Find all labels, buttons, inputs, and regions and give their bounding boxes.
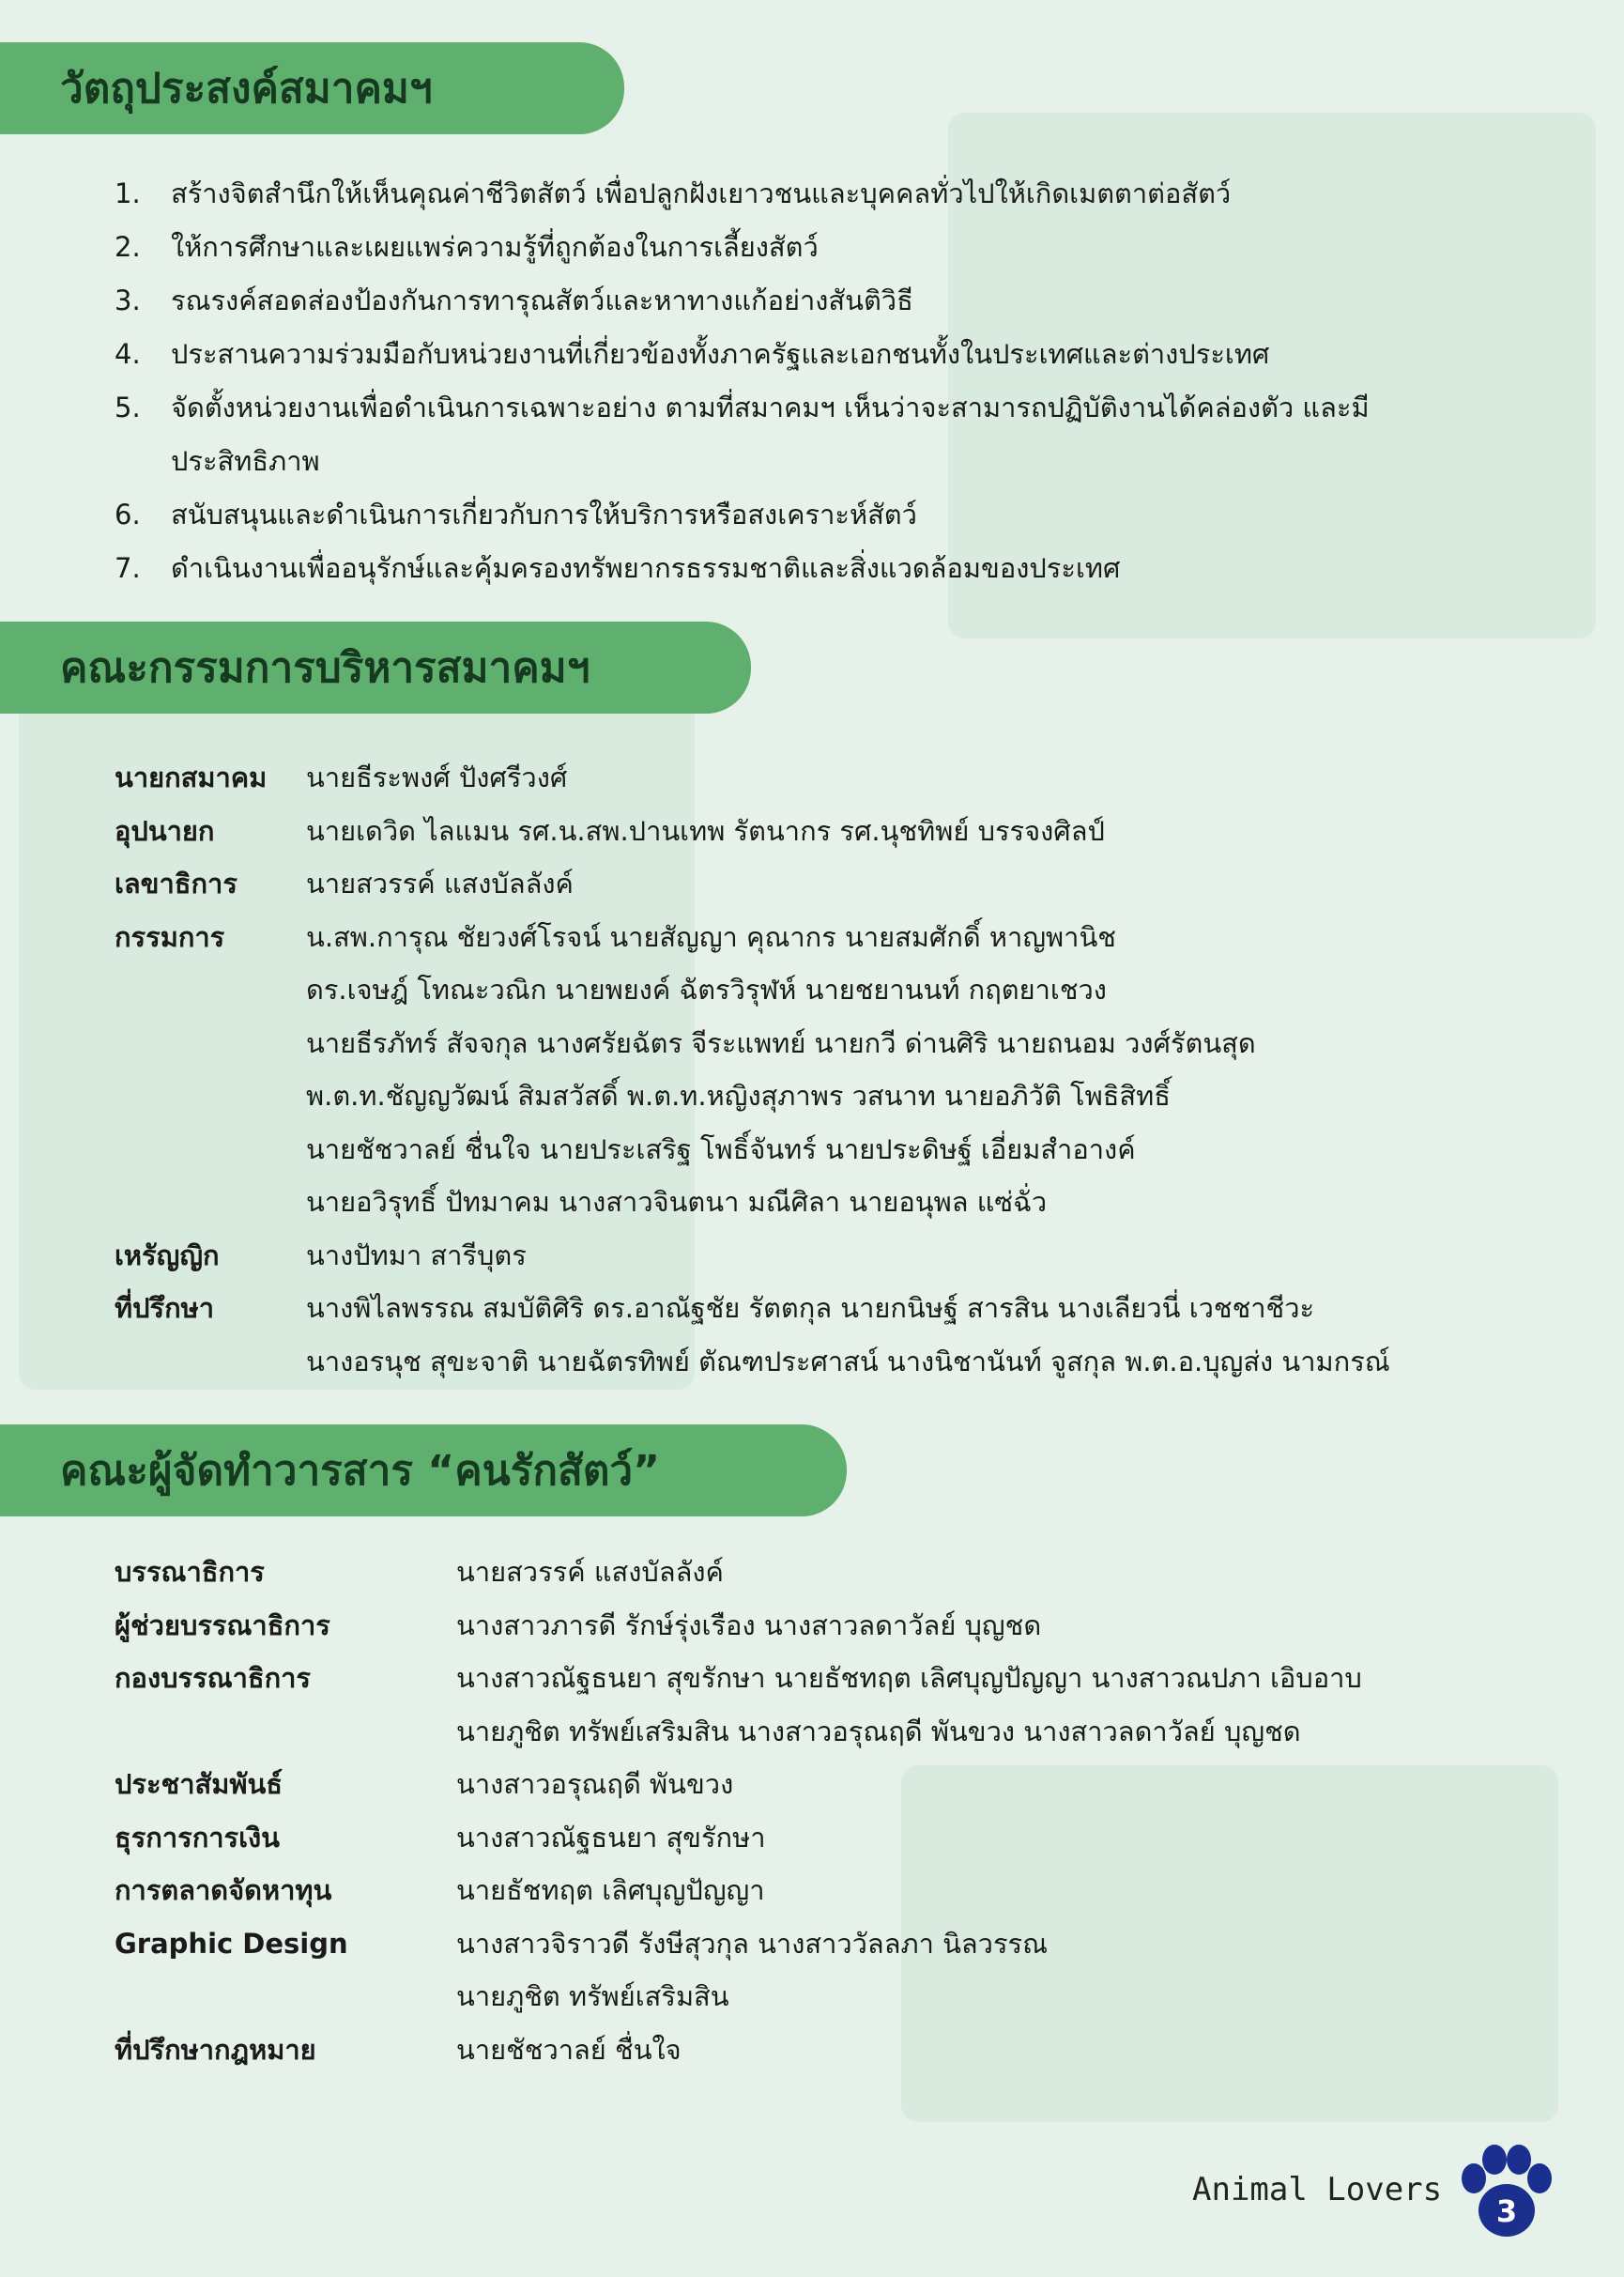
row-value: นายชัชวาลย์ ชื่นใจ xyxy=(456,2033,682,2066)
objectives-header xyxy=(0,42,624,134)
row-value: นายภูชิต ทรัพย์เสริมสิน นางสาวอรุณฤดี พันขวง นางสาวลดาวัลย์ บุญชด xyxy=(456,1715,1301,1747)
list-item: 7. ดำเนินงานเพื่ออนุรักษ์และคุ้มครองทรัพยากรธรรมชาติและสิ่งแวดล้อมของประเทศ xyxy=(115,552,1121,584)
list-item: 5. จัดตั้งหน่วยงานเพื่อดำเนินการเฉพาะอย่าง ตามที่สมาคมฯ เห็นว่าจะสามารถปฏิบัติงานได้คล่องตัว และมีประสิทธิภาพ xyxy=(115,392,1370,477)
row-label: นายกสมาคม xyxy=(115,762,268,793)
paw-print-icon xyxy=(1453,2143,1556,2246)
row-value: นางสาวณัฐธนยา สุขรักษา xyxy=(456,1821,766,1854)
list-item xyxy=(115,963,1579,1017)
row-label: บรรณาธิการ xyxy=(115,1556,265,1588)
list-item: 2. ให้การศึกษาและเผยแพร่ความรู้ที่ถูกต้องในการเลี้ยงสัตว์ xyxy=(115,231,819,263)
row-value: พ.ต.ท.ชัญญวัฒน์ สิมสวัสดิ์ พ.ต.ท.หญิงสุภาพร วสนาท นายอภิวัติ โพธิสิทธิ์ xyxy=(306,1080,1171,1112)
committee-list xyxy=(115,751,1579,1388)
row-value: นางสาวณัฐธนยา สุขรักษา นายธัชทฤต เลิศบุญปัญญา นางสาวณปภา เอิบอาบ xyxy=(456,1662,1362,1694)
objectives-list xyxy=(115,167,1372,595)
list-item xyxy=(115,1811,1579,1865)
row-label: ประชาสัมพันธ์ xyxy=(115,1768,283,1800)
row-value: นางอรนุช สุขะจาติ นายฉัตรทิพย์ ตัณฑประศาสน์ นางนิชานันท์ จูสกุล พ.ต.อ.บุญส่ง นามกรณ์ xyxy=(306,1345,1390,1377)
list-item xyxy=(115,857,1579,911)
row-value: นายธัชทฤต เลิศบุญปัญญา xyxy=(456,1874,765,1906)
row-value: นางสาวจิราวดี รังษีสุวกุล นางสาววัลลภา นิลวรรณ xyxy=(456,1927,1049,1960)
editorial-title: คณะผู้จัดทำวารสาร “คนรักสัตว์” xyxy=(60,1447,661,1495)
row-value: นายชัชวาลย์ ชื่นใจ นายประเสริฐ โพธิ์จันทร์ นายประดิษฐ์ เอี่ยมสำอางค์ xyxy=(306,1132,1136,1165)
list-item xyxy=(115,1546,1579,1599)
list-item: 3. รณรงค์สอดส่องป้องกันการทารุณสัตว์และหาทางแก้อย่างสันติวิธี xyxy=(115,285,913,316)
row-label: ธุรการการเงิน xyxy=(115,1821,281,1854)
paw-toe xyxy=(1462,2163,1486,2193)
row-label: Graphic Design xyxy=(115,1927,348,1960)
row-label xyxy=(115,1123,306,1177)
list-item xyxy=(115,1335,1579,1389)
committee-header xyxy=(0,622,751,714)
paw-toe xyxy=(1527,2163,1552,2193)
paw-toe xyxy=(1507,2145,1531,2175)
row-value: นายอวิรุทธิ์ ปัทมาคม นางสาวจินตนา มณีศิลา นายอนุพล แซ่ฉั่ว xyxy=(306,1186,1048,1218)
row-label: เลขาธิการ xyxy=(115,868,237,900)
list-item: 6. สนับสนุนและดำเนินการเกี่ยวกับการให้บริการหรือสงเคราะห์สัตว์ xyxy=(115,499,917,531)
row-label: ที่ปรึกษากฎหมาย xyxy=(115,2033,316,2066)
editorial-header xyxy=(0,1424,847,1516)
list-item xyxy=(115,911,1579,964)
page-number: 3 xyxy=(1495,2193,1518,2229)
row-label xyxy=(115,1705,456,1759)
row-label xyxy=(115,1017,306,1070)
editorial-list xyxy=(115,1546,1579,2076)
list-item xyxy=(115,805,1579,858)
list-item xyxy=(115,1758,1579,1811)
list-item xyxy=(115,1069,1579,1123)
row-label xyxy=(115,1970,456,2023)
row-value: น.สพ.การุณ ชัยวงศ์โรจน์ นายสัญญา คุณากร นายสมศักดิ์ หาญพานิช xyxy=(306,920,1116,953)
row-value: นายธีระพงศ์ ปังศรีวงศ์ xyxy=(306,762,568,793)
footer-brand: Animal Lovers xyxy=(1192,2171,1443,2208)
list-item: 1. สร้างจิตสำนึกให้เห็นคุณค่าชีวิตสัตว์ เพื่อปลูกฝังเยาวชนและบุคคลทั่วไปให้เกิดเมตตาต่อสัตว์ xyxy=(115,177,1232,209)
row-value: นายธีรภัทร์ สัจจกุล นางศรัยฉัตร จีระแพทย์ นายกวี ด่านศิริ นายถนอม วงศ์รัตนสุด xyxy=(306,1026,1256,1059)
paw-toe xyxy=(1482,2145,1507,2175)
list-item xyxy=(115,1176,1579,1229)
row-label: การตลาดจัดหาทุน xyxy=(115,1874,332,1906)
row-label xyxy=(115,1176,306,1229)
list-item xyxy=(115,1970,1579,2023)
list-item: 4. ประสานความร่วมมือกับหน่วยงานที่เกี่ยวข้องทั้งภาครัฐและเอกชนทั้งในประเทศและต่างประเทศ xyxy=(115,338,1270,370)
list-item xyxy=(115,1652,1579,1705)
row-label: ผู้ช่วยบรรณาธิการ xyxy=(115,1608,330,1641)
list-item xyxy=(115,1282,1579,1335)
row-label: เหรัญญิก xyxy=(115,1239,220,1271)
row-label: กองบรรณาธิการ xyxy=(115,1662,312,1694)
list-item xyxy=(115,751,1579,805)
committee-title: คณะกรรมการบริหารสมาคมฯ xyxy=(60,644,590,692)
list-item xyxy=(115,1917,1579,1971)
row-value: นางสาวอรุณฤดี พันขวง xyxy=(456,1768,734,1800)
row-value: นายสวรรค์ แสงบัลลังค์ xyxy=(456,1556,724,1588)
list-item xyxy=(115,1017,1579,1070)
row-value: ดร.เจษฎ์ โทณะวณิก นายพยงค์ ฉัตรวิรุฬห์ นายชยานนท์ กฤตยาเชวง xyxy=(306,974,1107,1006)
row-label: กรรมการ xyxy=(115,920,225,953)
row-value: นางสาวภารดี รักษ์รุ่งเรือง นางสาวลดาวัลย์ บุญชด xyxy=(456,1608,1042,1641)
list-item xyxy=(115,1229,1579,1283)
row-value: นางปัทมา สารีบุตร xyxy=(306,1239,527,1271)
list-item xyxy=(115,2023,1579,2077)
objectives-title: วัตถุประสงค์สมาคมฯ xyxy=(60,65,433,113)
row-label: อุปนายก xyxy=(115,814,215,847)
row-value: นายสวรรค์ แสงบัลลังค์ xyxy=(306,868,574,900)
list-item xyxy=(115,1123,1579,1177)
list-item xyxy=(115,1705,1579,1759)
row-value: นางพิไลพรรณ สมบัติศิริ ดร.อาณัฐชัย รัตตกุล นายกนิษฐ์ สารสิน นางเลียวนี่ เวชชาชีวะ xyxy=(306,1292,1315,1324)
row-label xyxy=(115,1335,306,1389)
row-value: นายเดวิด ไลแมน รศ.น.สพ.ปานเทพ รัตนากร รศ.นุชทิพย์ บรรจงศิลป์ xyxy=(306,814,1105,847)
row-label: ที่ปรึกษา xyxy=(115,1292,215,1324)
row-value: นายภูชิต ทรัพย์เสริมสิน xyxy=(456,1980,729,2012)
row-label xyxy=(115,1069,306,1123)
list-item xyxy=(115,1864,1579,1917)
list-item xyxy=(115,1599,1579,1653)
row-label xyxy=(115,963,306,1017)
